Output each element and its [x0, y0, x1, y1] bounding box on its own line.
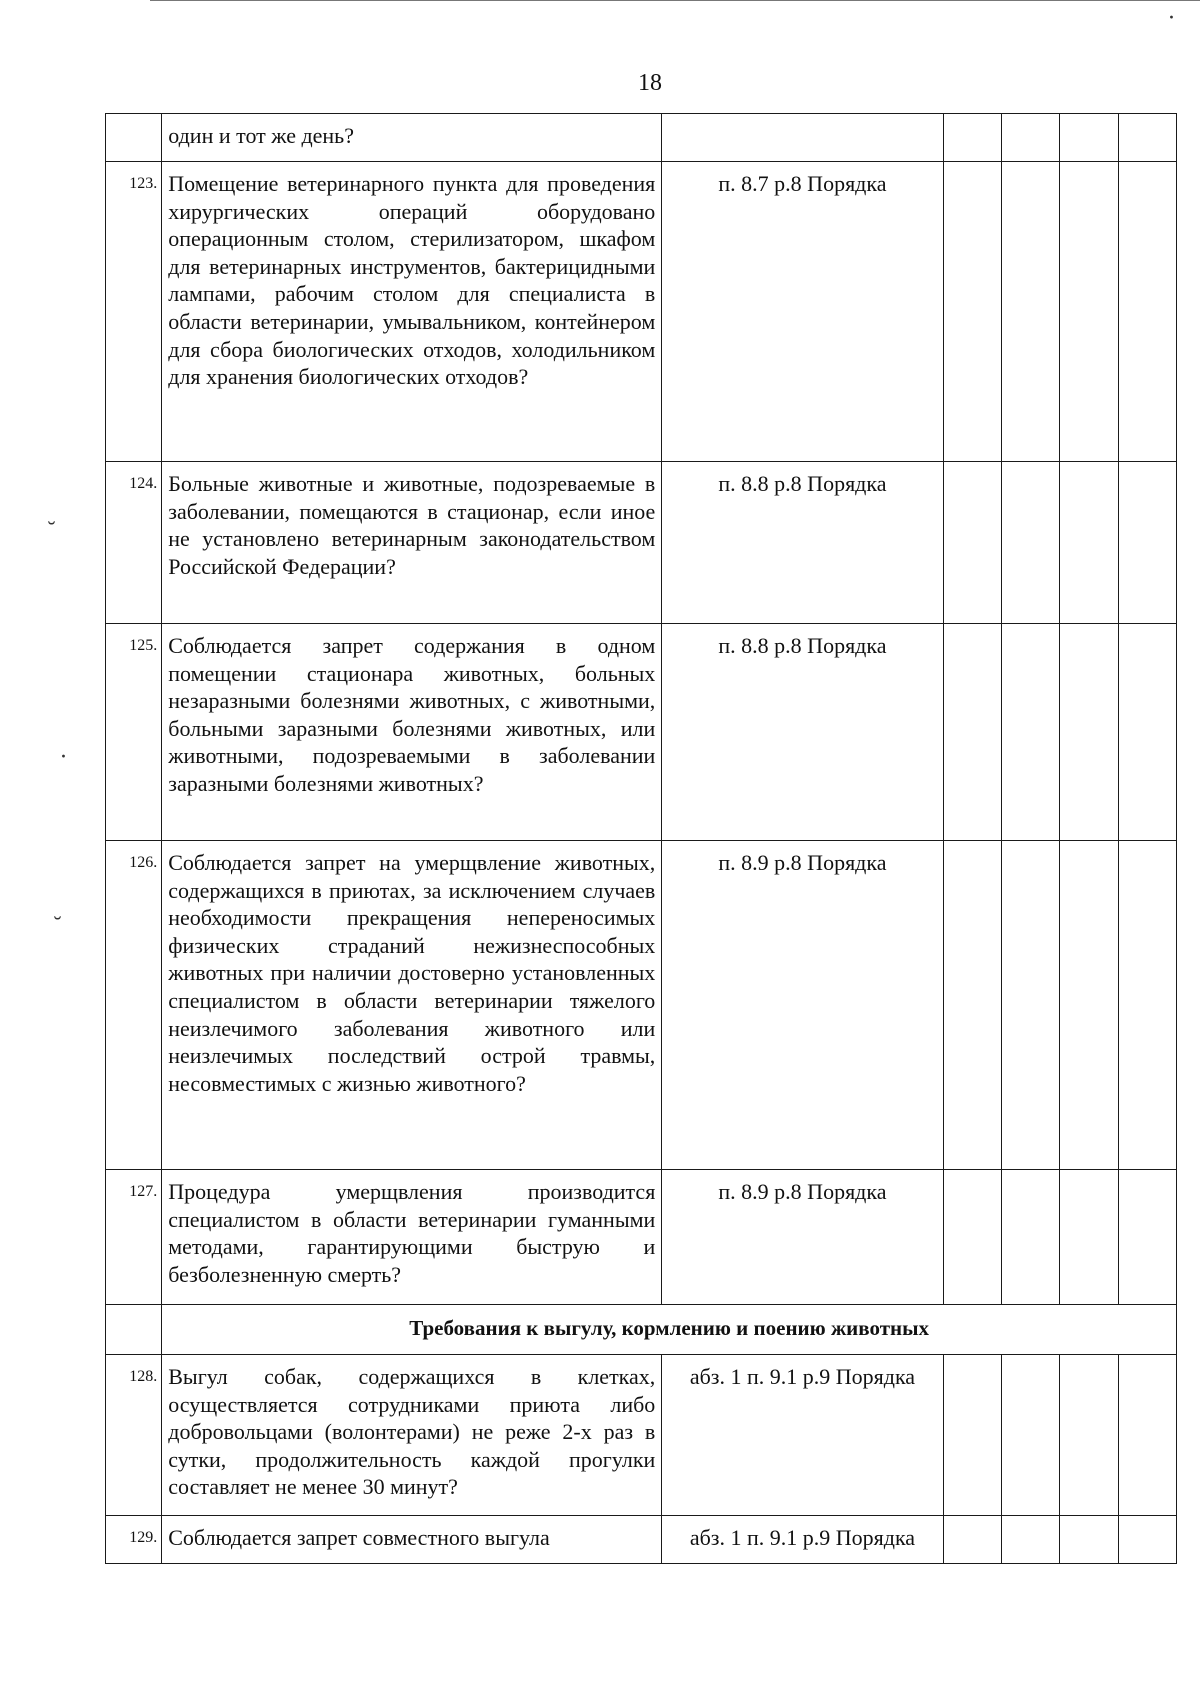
answer-cell-yes[interactable] — [943, 624, 1001, 841]
row-question: один и тот же день? — [162, 114, 662, 162]
row-question: Больные животные и животные, подозреваемые в заболевании, помещаются в стационар, если иное не установлено ветеринарным законодательством Российской Федерации? — [162, 462, 662, 624]
row-question: Соблюдается запрет на умерщвление животных, содержащихся в приютах, за исключением случаев необходимости прекращения непереносимых физических страданий нежизнеспособных животных при наличии достоверно установленных специалистом в области ветеринарии тяжелого неизлечимого заболевания животного или неизлечимых последствий острой травмы, несовместимых с жизнью животного? — [162, 841, 662, 1170]
row-number: 123. — [106, 162, 162, 462]
row-reference: п. 8.8 р.8 Порядка — [662, 624, 943, 841]
answer-cell-no[interactable] — [1001, 162, 1059, 462]
section-header-row — [106, 1305, 1177, 1355]
row-question: Соблюдается запрет содержания в одном помещении стационара животных, больных незаразными болезнями животных, с животными, больными заразными болезнями животных, или животными, подозреваемыми в заболевании заразными болезнями животных? — [162, 624, 662, 841]
answer-cell-yes[interactable] — [943, 1355, 1001, 1516]
table-row — [106, 1516, 1177, 1564]
row-reference: абз. 1 п. 9.1 р.9 Порядка — [662, 1516, 943, 1564]
row-reference: п. 8.9 р.8 Порядка — [662, 1170, 943, 1305]
row-reference — [662, 114, 943, 162]
answer-cell-note[interactable] — [1118, 841, 1176, 1170]
row-reference: п. 8.7 р.8 Порядка — [662, 162, 943, 462]
answer-cell-yes[interactable] — [943, 162, 1001, 462]
answer-cell-note[interactable] — [1118, 1355, 1176, 1516]
row-number: 128. — [106, 1355, 162, 1516]
row-number — [106, 114, 162, 162]
row-number: 129. — [106, 1516, 162, 1564]
table-row — [106, 841, 1177, 1170]
answer-cell-na[interactable] — [1060, 1516, 1118, 1564]
page-number: 18 — [638, 70, 662, 96]
table-row — [106, 114, 1177, 162]
answer-cell-na[interactable] — [1060, 1170, 1118, 1305]
row-reference: п. 8.9 р.8 Порядка — [662, 841, 943, 1170]
checklist-table — [105, 113, 1177, 1564]
answer-cell-note[interactable] — [1118, 1170, 1176, 1305]
answer-cell-na[interactable] — [1060, 462, 1118, 624]
top-scan-edge-line — [150, 0, 1200, 1]
answer-cell-no[interactable] — [1001, 624, 1059, 841]
answer-cell-yes[interactable] — [943, 841, 1001, 1170]
answer-cell-yes[interactable] — [943, 1170, 1001, 1305]
answer-cell-note[interactable] — [1118, 114, 1176, 162]
answer-cell-na[interactable] — [1060, 624, 1118, 841]
answer-cell-yes[interactable] — [943, 114, 1001, 162]
scan-mark: ˘ — [46, 520, 57, 545]
row-number: 127. — [106, 1170, 162, 1305]
row-question: Соблюдается запрет совместного выгула — [162, 1516, 662, 1564]
row-number: 126. — [106, 841, 162, 1170]
answer-cell-note[interactable] — [1118, 162, 1176, 462]
answer-cell-note[interactable] — [1118, 462, 1176, 624]
answer-cell-no[interactable] — [1001, 1516, 1059, 1564]
answer-cell-yes[interactable] — [943, 1516, 1001, 1564]
row-reference: п. 8.8 р.8 Порядка — [662, 462, 943, 624]
answer-cell-no[interactable] — [1001, 1170, 1059, 1305]
answer-cell-note[interactable] — [1118, 1516, 1176, 1564]
table-row — [106, 1355, 1177, 1516]
answer-cell-no[interactable] — [1001, 462, 1059, 624]
section-title: Требования к выгулу, кормлению и поению животных — [162, 1305, 1177, 1355]
row-question: Процедура умерщвления производится специалистом в области ветеринарии гуманными методами, гарантирующими быструю и безболезненную смерть? — [162, 1170, 662, 1305]
row-number: 125. — [106, 624, 162, 841]
scan-mark: · — [60, 745, 67, 770]
table-row — [106, 462, 1177, 624]
row-reference: абз. 1 п. 9.1 р.9 Порядка — [662, 1355, 943, 1516]
scan-mark: ˘ — [52, 915, 63, 940]
row-number: 124. — [106, 462, 162, 624]
table-row — [106, 1170, 1177, 1305]
row-question: Выгул собак, содержащихся в клетках, осуществляется сотрудниками приюта либо добровольцами (волонтерами) не реже 2-х раз в сутки, продолжительность каждой прогулки составляет не менее 30 минут? — [162, 1355, 662, 1516]
answer-cell-na[interactable] — [1060, 114, 1118, 162]
answer-cell-na[interactable] — [1060, 162, 1118, 462]
answer-cell-no[interactable] — [1001, 1355, 1059, 1516]
row-question: Помещение ветеринарного пункта для проведения хирургических операций оборудовано операционным столом, стерилизатором, шкафом для ветеринарных инструментов, бактерицидными лампами, рабочим столом для специалиста в области ветеринарии, умывальником, контейнером для сбора биологических отходов, холодильником для хранения биологических отходов? — [162, 162, 662, 462]
answer-cell-no[interactable] — [1001, 114, 1059, 162]
table-row — [106, 624, 1177, 841]
answer-cell-na[interactable] — [1060, 841, 1118, 1170]
answer-cell-yes[interactable] — [943, 462, 1001, 624]
answer-cell-no[interactable] — [1001, 841, 1059, 1170]
row-number — [106, 1305, 162, 1355]
answer-cell-na[interactable] — [1060, 1355, 1118, 1516]
scan-mark: · — [1168, 6, 1175, 31]
table-row — [106, 162, 1177, 462]
answer-cell-note[interactable] — [1118, 624, 1176, 841]
